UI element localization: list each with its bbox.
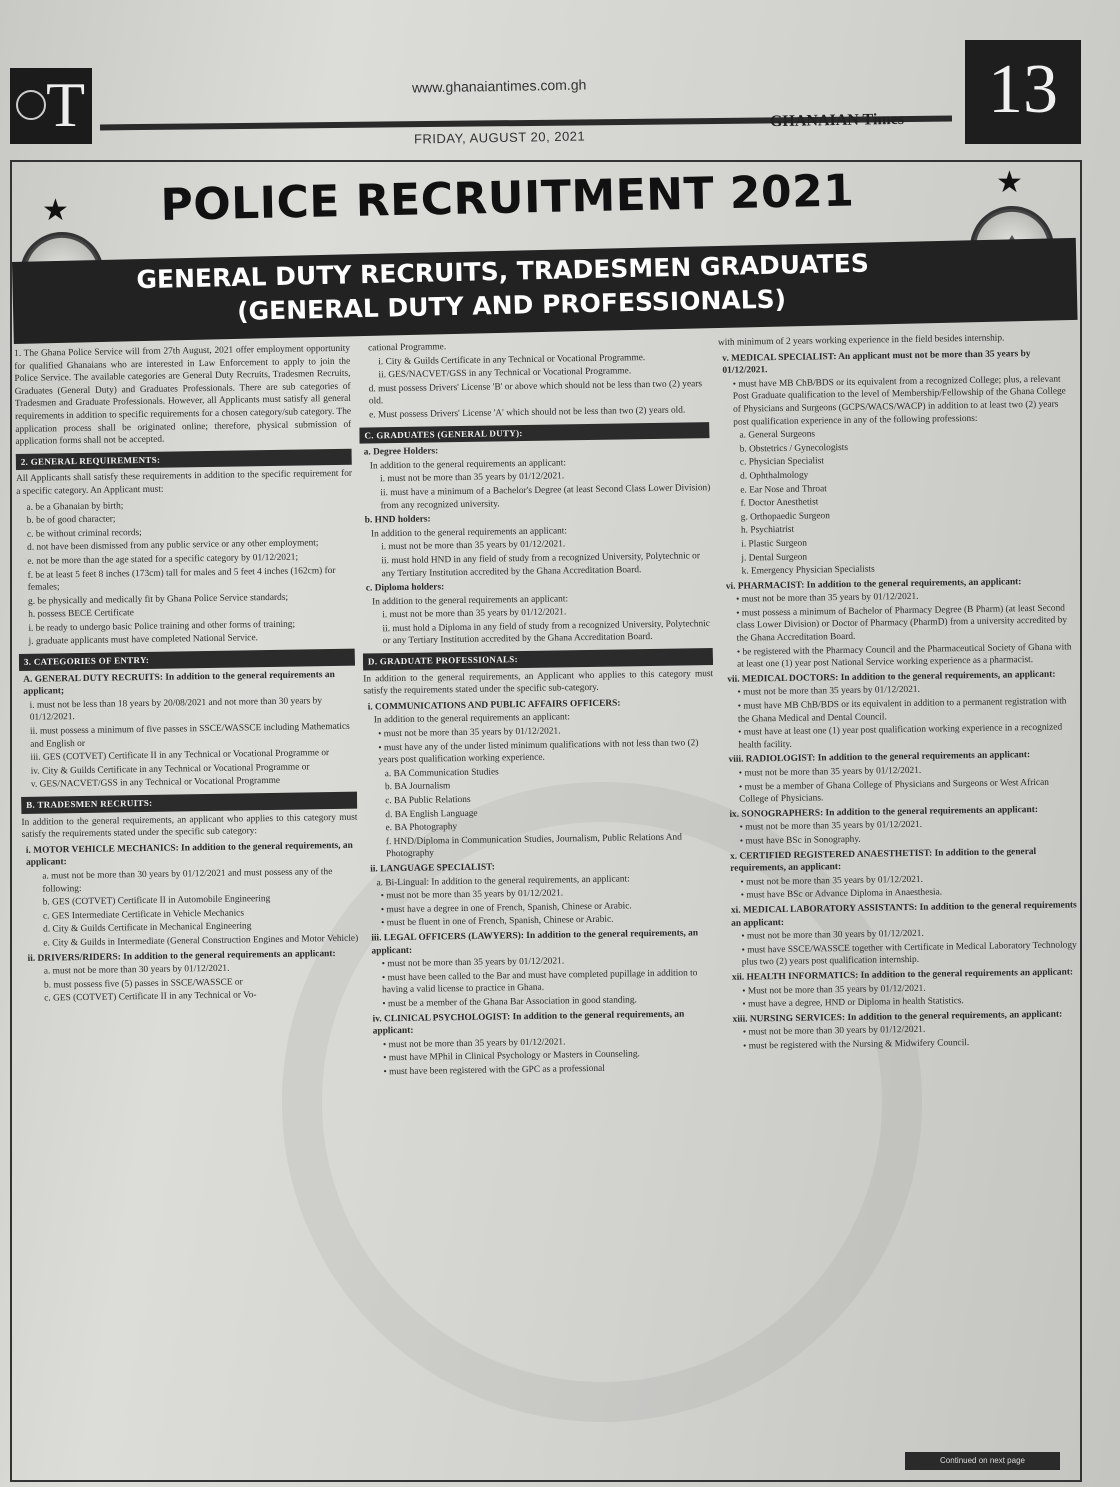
section-heading: C. GRADUATES (GENERAL DUTY): <box>359 422 709 444</box>
bullet-text: must have at least one (1) year post qualification working experience in a recognized health facility. <box>738 722 1063 751</box>
bullet-item: • must have MB ChB/BDS or its equivalent in addition to a permanent registration with the Ghana Medical and Dental Council. <box>737 696 1067 725</box>
bullet-text: must have MB ChB/BDS or its equivalent from a recognized College; plus, a relevant Post Graduate qualification to the level of Membership/Fellowship of the Ghana College of Physicians and Surgeons (GCPS/WACS/WACP) in addition to at least two (2) years post qualification experience in any of the following professions: <box>732 374 1066 428</box>
list-item: i. must not be less than 18 years by 20/08/2021 and not more than 30 years by 01/12/2021. <box>29 696 323 724</box>
list-item: ii. must hold a Diploma in any field of study from a recognized University, Polytechnic or any Tertiary Institution accredited by the Ghana Accreditation Board. <box>382 618 710 647</box>
sub-heading: xi. MEDICAL LABORATORY ASSISTANTS: In addition to the general requirements an applicant: <box>730 900 1077 929</box>
star-icon: ★ <box>996 166 1023 199</box>
list-item: i. must not be more than 35 years by 01/12/2021. <box>381 539 566 553</box>
bullet-text: must have any of the under listed minimum qualifications with not less than two (2) years post qualification working experience. <box>378 737 699 766</box>
list-item: b. GES (COTVET) Certificate II in Automobile Engineering <box>42 894 271 908</box>
sub-heading: A. GENERAL DUTY RECRUITS: In addition to the general requirements an applicant; <box>23 669 335 698</box>
bullet-item: • must not be more than 35 years by 01/12/2021. <box>378 726 561 740</box>
paragraph: In addition to the general requirements an applicant: <box>371 594 569 608</box>
list-item: g. be physically and medically fit by Ghana Police Service standards; <box>27 592 289 607</box>
list-item: e. Ear Nose and Throat <box>740 483 827 496</box>
list-item: c. GES Intermediate Certificate in Vehicle Mechanics <box>42 908 245 922</box>
column-1 <box>14 343 360 1007</box>
list-item: i. must not be more than 35 years by 01/12/2021. <box>380 471 565 485</box>
list-item: i. City & Guilds Certificate in any Technical or Vocational Programme. <box>378 352 646 367</box>
column-3 <box>718 331 1081 1054</box>
list-item: i. be ready to undergo basic Police training and other forms of training; <box>28 619 296 634</box>
list-item: b. Obstetrics / Gynecologists <box>739 442 849 455</box>
masthead-paper-name: GHANAIAN Times <box>769 110 905 131</box>
bullet-text: must not be more than 30 years by 01/12/2021. <box>748 1025 926 1038</box>
bullet-text: must be a member of Ghana College of Physicians and Surgeons or West African College of Physicians. <box>739 777 1049 805</box>
bullet-item: • must be a member of Ghana College of Physicians and Surgeons or West African College of Physicians. <box>738 777 1049 805</box>
sub-heading: ix. SONOGRAPHERS: In addition to the general requirements an applicant: <box>729 804 1038 820</box>
list-item: j. graduate applicants must have completed National Service. <box>28 633 259 648</box>
paragraph: All Applicants shall satisfy these requirements in addition to the specific requirement for a specific category. An Applicant must: <box>15 469 353 497</box>
list-item: d. Ophthalmology <box>740 470 809 482</box>
bullet-text: must not be more than 35 years by 01/12/2021. <box>387 956 565 970</box>
bullet-item: • must not be more than 35 years by 01/12/2021. <box>381 956 565 970</box>
masthead-date: FRIDAY, AUGUST 20, 2021 <box>413 128 586 147</box>
paragraph: In addition to the general requirements an applicant: <box>373 712 570 726</box>
list-item: f. Doctor Anesthetist <box>740 497 819 509</box>
star-icon: ★ <box>42 194 69 227</box>
bullet-item: • must have SSCE/WASSCE together with Certificate in Medical Laboratory Technology plus two (2) years post qualification internship. <box>741 940 1077 968</box>
list-item: b. BA Journalism <box>384 781 451 793</box>
section-heading: D. GRADUATE PROFESSIONALS: <box>363 648 713 670</box>
paragraph: In addition to the general requirements, an Applicant who applies to this category must satisfy the requirements stated under the specific sub-category. <box>363 668 714 697</box>
bullet-item: • must have BSc in Sonography. <box>739 834 861 847</box>
section-heading: B. TRADESMEN RECRUITS: <box>21 792 357 814</box>
list-item: ii. must possess a minimum of five passes in SSCE/WASSCE including Mathematics and English or <box>29 721 350 750</box>
list-item: b. must possess five (5) passes in SSCE/WASSCE or <box>43 977 243 991</box>
sub-heading: xii. HEALTH INFORMATICS: In addition to the general requirements an applicant: <box>731 967 1074 983</box>
bullet-text: must have a degree, HND or Diploma in health Statistics. <box>747 996 964 1010</box>
list-item: j. Dental Surgeon <box>741 552 808 564</box>
list-item: a. must not be more than 30 years by 01/12/2021 and must possess any of the following: <box>42 867 333 895</box>
sub-heading: vii. MEDICAL DOCTORS: In addition to the general requirements, an applicant: <box>727 669 1056 685</box>
bullet-item: • must be registered with the Nursing & Midwifery Council. <box>742 1037 970 1052</box>
bullet-item: • must have been registered with the GPC as a professional <box>383 1063 605 1078</box>
sub-heading: b. HND holders: <box>364 514 431 526</box>
sub-heading: viii. RADIOLOGIST: In addition to the general requirements an applicant: <box>728 750 1031 766</box>
bullet-item: • must have any of the under listed minimum qualifications with not less than two (2) years post qualification working experience. <box>378 737 699 766</box>
list-item: e. BA Photography <box>385 822 458 834</box>
bullet-item: • must not be more than 35 years by 01/12/2021. <box>382 1037 566 1050</box>
bullet-text: must not be more than 35 years by 01/12/2021. <box>743 685 921 699</box>
bullet-text: must have been registered with the GPC as a professional <box>388 1063 605 1078</box>
list-item: a. General Surgeons <box>739 429 816 441</box>
list-item: c. GES (COTVET) Certificate II in any Technical or Vo- <box>44 990 257 1004</box>
list-item: f. be at least 5 feet 8 inches (173cm) tall for males and 5 feet 4 inches (162cm) for females; <box>27 565 336 593</box>
list-item: v. GES/NACVET/GSS in any Technical or Vocational Programme <box>30 776 281 791</box>
section-heading: 2. GENERAL REQUIREMENTS: <box>16 448 352 470</box>
list-item: e. City & Guilds in Intermediate (General Construction Engines and Motor Vehicle) <box>43 933 359 949</box>
paragraph: In addition to the general requirements an applicant: <box>370 526 568 540</box>
sub-heading: x. CERTIFIED REGISTERED ANAESTHETIST: In addition to the general requirements, an applicant: <box>729 846 1037 874</box>
list-item: e. Must possess Drivers' License 'A' which should not be less than two (2) years old. <box>369 405 686 421</box>
bullet-text: must have BSc or Advance Diploma in Anaesthesia. <box>746 887 943 901</box>
sub-heading: xiii. NURSING SERVICES: In addition to the general requirements, an applicant: <box>732 1009 1063 1025</box>
sub-heading: vi. PHARMACIST: In addition to the general requirements, an applicant: <box>725 576 1022 592</box>
bullet-item: • must be fluent in one of French, Spanish, Chinese or Arabic. <box>381 914 614 929</box>
bullet-text: must be registered with the Nursing & Midwifery Council. <box>748 1037 970 1052</box>
bullet-text: must have MPhil in Clinical Psychology or Masters in Counseling. <box>388 1049 640 1064</box>
sub-heading: c. Diploma holders: <box>365 582 445 594</box>
list-item: d. must possess Drivers' License 'B' or above which should not be less than two (2) years old. <box>368 378 703 407</box>
list-item: i. must not be more than 35 years by 01/12/2021. <box>382 607 567 621</box>
bullet-item: • must not be more than 35 years by 01/12/2021. <box>739 820 923 834</box>
bullet-text: Must not be more than 35 years by 01/12/2021. <box>747 983 926 997</box>
bullet-item: • must have at least one (1) year post qualification working experience in a recognized health facility. <box>738 722 1063 751</box>
list-item: a. BA Communication Studies <box>384 767 499 780</box>
bullet-item: • must not be more than 35 years by 01/12/2021. <box>740 874 923 888</box>
intro-paragraph: 1. The Ghana Police Service will from 27th August, 2021 offer employment opportunity for qualified Ghanaians who are interested in Law Enforcement to apply to join the Police Service. The available categories are General Duty Recruits, Tradesmen Recruits, Graduates (General Duty) and Graduates Professionals. There are sub categories of Tradesmen and Graduate Professionals. However, all Applicants must satisfy all general requirements in addition to specific requirements for a chosen category/sub category. The application process shall be originated online; therefore, physical submission of application forms shall not be accepted. <box>14 343 352 448</box>
list-item: cational Programme. <box>367 342 447 354</box>
list-item: iv. City & Guilds Certificate in any Technical or Vocational Programme or <box>30 762 310 777</box>
bullet-item: • must have MB ChB/BDS or its equivalent from a recognized College; plus, a relevant Post Graduate qualification to the level of Membership/Fellowship of the Ghana College of Physicians and Surgeons (GCPS/WACS/WACP) in addition to at least two (2) years post qualification experience in any of the following professions: <box>732 374 1066 428</box>
paragraph: with minimum of 2 years working experience in the field besides internship. <box>717 333 1005 348</box>
list-item: h. Psychiatrist <box>740 525 795 536</box>
list-item: ii. GES/NACVET/GSS in any Technical or Vocational Programme. <box>378 366 632 381</box>
bullet-text: must not be more than 35 years by 01/12/2021. <box>744 765 922 779</box>
list-item: g. Orthopaedic Surgeon <box>740 510 830 523</box>
paragraph: In addition to the general requirements an applicant: <box>369 458 566 472</box>
list-item: k. Emergency Physician Specialists <box>741 564 875 577</box>
bullet-text: must be a member of the Ghana Bar Association in good standing. <box>387 995 637 1010</box>
bullet-item: • be registered with the Pharmacy Council and the Pharmaceutical Society of Ghana with at least one (1) year post National Service working experience as a pharmacist. <box>736 642 1072 670</box>
sub-heading: iii. LEGAL OFFICERS (LAWYERS): In addition to the general requirements, an applicant: <box>371 928 699 956</box>
continued-note: Continued on next page <box>905 1452 1060 1470</box>
banner-line-1: GENERAL DUTY RECRUITS, TRADESMEN GRADUATES <box>136 248 870 295</box>
list-item: f. HND/Diploma in Communication Studies, Journalism, Public Relations And Photography <box>385 832 682 860</box>
general-requirements-list <box>16 496 354 649</box>
bullet-item: • must have a degree, HND or Diploma in health Statistics. <box>742 996 964 1010</box>
sub-heading: a. Degree Holders: <box>363 446 439 458</box>
bullet-item: • must have a degree in one of French, Spanish, Chinese or Arabic. <box>380 901 632 916</box>
advert-headline: POLICE RECRUITMENT 2021 <box>160 165 855 231</box>
sub-heading: ii. DRIVERS/RIDERS: In addition to the general requirements an applicant: <box>27 948 336 964</box>
bullet-item: • must have been called to the Bar and must have completed pupillage in addition to having a valid license to practice in Ghana. <box>381 968 698 996</box>
bullet-item: • must not be more than 35 years by 01/12/2021. <box>737 685 921 699</box>
bullet-text: must have MB ChB/BDS or its equivalent in addition to a permanent registration with the Ghana Medical and Dental Council. <box>737 696 1067 725</box>
bullet-item: • must be a member of the Ghana Bar Association in good standing. <box>382 995 637 1010</box>
bullet-item: • must not be more than 30 years by 01/12/2021. <box>742 1025 926 1038</box>
sub-heading: i. COMMUNICATIONS AND PUBLIC AFFAIRS OFFICERS: <box>367 698 621 713</box>
list-item: c. Physician Specialist <box>739 456 825 468</box>
bullet-text: must have SSCE/WASSCE together with Certificate in Medical Laboratory Technology plus two (2) years post qualification internship. <box>741 940 1077 968</box>
bullet-text: must not be more than 35 years by 01/12/2021. <box>388 1037 566 1050</box>
bullet-text: must have been called to the Bar and must have completed pupillage in addition to having a valid license to practice in Ghana. <box>382 968 698 996</box>
list-item: e. not be more than the age stated for a specific category by 01/12/2021; <box>27 552 299 567</box>
bullet-text: must not be more than 35 years by 01/12/2021. <box>741 592 919 605</box>
masthead-logo <box>10 68 92 144</box>
bullet-item: • must not be more than 30 years by 01/12/2021. <box>741 928 924 942</box>
bullet-item: • must not be more than 35 years by 01/12/2021. <box>380 888 564 902</box>
list-item: a. be a Ghanaian by birth; <box>26 500 124 513</box>
list-item: d. City & Guilds Certificate in Mechanical Engineering <box>43 921 252 935</box>
masthead-url: www.ghanaiantimes.com.gh <box>411 76 587 96</box>
list-item: ii. must have a minimum of a Bachelor's Degree (at least Second Class Lower Division) from any recognized university. <box>380 483 711 511</box>
paragraph: a. Bi-Lingual: In addition to the general requirements, an applicant: <box>376 873 630 888</box>
bullet-text: must not be more than 30 years by 01/12/2021. <box>746 928 924 942</box>
globe-icon <box>16 90 46 120</box>
bullet-item: • must have MPhil in Clinical Psychology or Masters in Counseling. <box>383 1049 640 1064</box>
bullet-text: must not be more than 35 years by 01/12/2021. <box>383 726 561 740</box>
list-item: c. BA Public Relations <box>385 794 471 807</box>
bullet-item: • must not be more than 35 years by 01/12/2021. <box>735 592 919 605</box>
bullet-text: must not be more than 35 years by 01/12/2021. <box>746 874 923 888</box>
page-number: 13 <box>965 40 1081 144</box>
section-heading: 3. CATEGORIES OF ENTRY: <box>19 649 355 671</box>
list-item: i. Plastic Surgeon <box>741 538 807 550</box>
list-item: h. possess BECE Certificate <box>28 608 134 621</box>
advert-columns <box>14 331 1091 1468</box>
bullet-text: must have a degree in one of French, Spanish, Chinese or Arabic. <box>386 901 632 915</box>
sub-heading: iv. CLINICAL PSYCHOLOGIST: In addition to the general requirements, an applicant: <box>372 1009 685 1037</box>
bullet-item: • must not be more than 35 years by 01/12/2021. <box>738 765 922 779</box>
bullet-text: must have BSc in Sonography. <box>745 834 861 847</box>
masthead-logo-letter: T <box>46 69 86 140</box>
bullet-text: must not be more than 35 years by 01/12/2021. <box>386 888 564 902</box>
bullet-text: must be fluent in one of French, Spanish, Chinese or Arabic. <box>386 914 614 929</box>
bullet-text: be registered with the Pharmacy Council and the Pharmaceutical Society of Ghana with at least one (1) year post National Service working experience as a pharmacist. <box>736 642 1072 670</box>
list-item: d. BA English Language <box>385 808 478 820</box>
bullet-text: must not be more than 35 years by 01/12/2021. <box>745 820 923 833</box>
list-item: c. be without criminal records; <box>26 527 142 540</box>
bullet-item: • Must not be more than 35 years by 01/12/2021. <box>742 983 926 997</box>
sub-heading: i. MOTOR VEHICLE MECHANICS: In addition to the general requirements, an applicant: <box>25 840 353 869</box>
list-item: d. not have been dismissed from any public service or any other employment; <box>27 538 319 554</box>
bullet-item: • must possess a minimum of Bachelor of Pharmacy Degree (B Pharm) (at least Second class Lower Division) or Doctor of Pharmacy (PharmD) from a university accredited by the Ghana Accreditation Board. <box>736 603 1068 644</box>
bullet-item: • must have BSc or Advance Diploma in Anaesthesia. <box>740 887 943 901</box>
paragraph: In addition to the general requirements, an applicant who applies to this category must satisfy the requirements stated under the specific sub category: <box>21 812 358 841</box>
list-item: iii. GES (COTVET) Certificate II in any Technical or Vocational Programme or <box>30 748 330 764</box>
sub-heading: v. MEDICAL SPECIALIST: An applicant must not be more than 35 years by 01/12/2021. <box>722 348 1031 377</box>
column-2 <box>358 337 720 1080</box>
list-item: a. must not be more than 30 years by 01/12/2021. <box>43 963 230 977</box>
list-item: ii. must hold HND in any field of study from a recognized University, Polytechnic or any Tertiary Institution accredited by the Ghana Accreditation Board. <box>381 551 701 579</box>
bullet-text: must possess a minimum of Bachelor of Pharmacy Degree (B Pharm) (at least Second class Lower Division) or Doctor of Pharmacy (PharmD) from a university accredited by the Ghana Accreditation Board. <box>736 603 1068 644</box>
list-item: b. be of good character; <box>26 514 116 526</box>
banner-line-2: (GENERAL DUTY AND PROFESSIONALS) <box>236 284 787 326</box>
sub-heading: ii. LANGUAGE SPECIALIST: <box>370 862 495 875</box>
